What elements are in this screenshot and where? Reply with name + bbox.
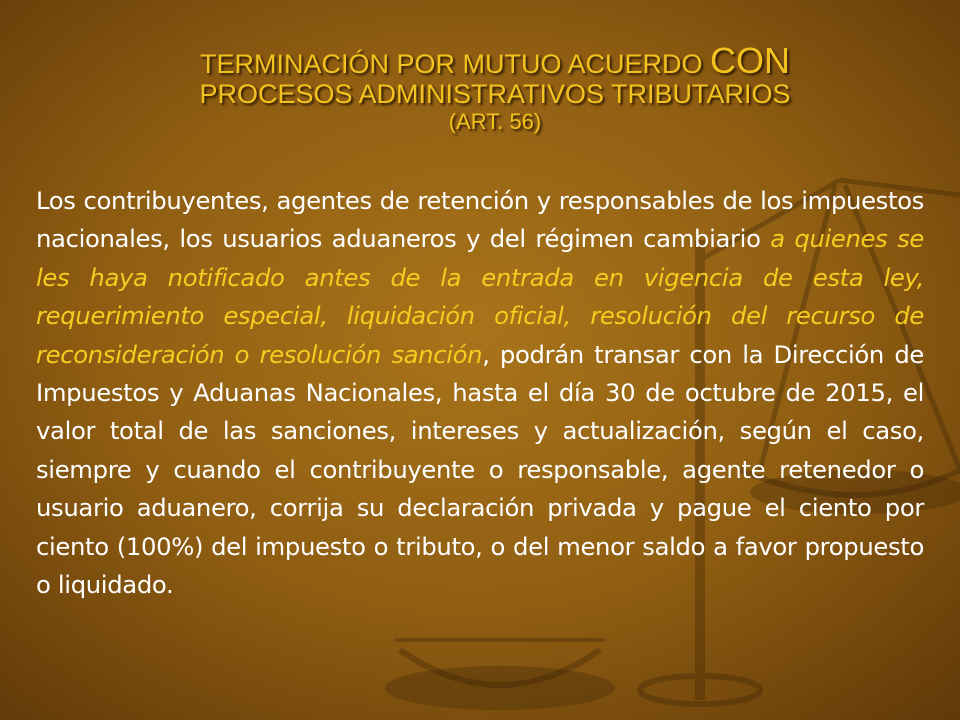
body-text-part-1: Los contribuyentes, agentes de retención y responsables de los impuestos nacionales, los usuarios aduaneros y del régimen cambiario (36, 186, 924, 254)
title-line-2: PROCESOS ADMINISTRATIVOS TRIBUTARIOS (199, 78, 791, 109)
title-line-1-emphasis: CON (710, 40, 791, 81)
title-line-1-prefix: TERMINACIÓN POR MUTUO ACUERDO (199, 49, 711, 79)
slide-title (100, 42, 890, 133)
body-text-highlight: a quienes se les haya notificado antes de la entrada en vigencia de esta ley, requerimiento especial, liquidación oficial, resolución del recurso de reconsideración o resolución sanción (36, 224, 924, 369)
body-paragraph (36, 182, 924, 604)
title-line-3: (ART. 56) (448, 109, 542, 135)
body-text-part-2: , podrán transar con la Dirección de Impuestos y Aduanas Nacionales, hasta el día 30 de octubre de 2015, el valor total de las sanciones, intereses y actualización, según el caso, siempre y cuando el contribuyente o responsable, agente retenedor o usuario aduanero, corrija su declaración privada y pague el ciento por ciento (100%) del impuesto o tributo, o del menor saldo a favor propuesto o liquidado. (36, 339, 924, 600)
title-line-1 (100, 42, 890, 80)
